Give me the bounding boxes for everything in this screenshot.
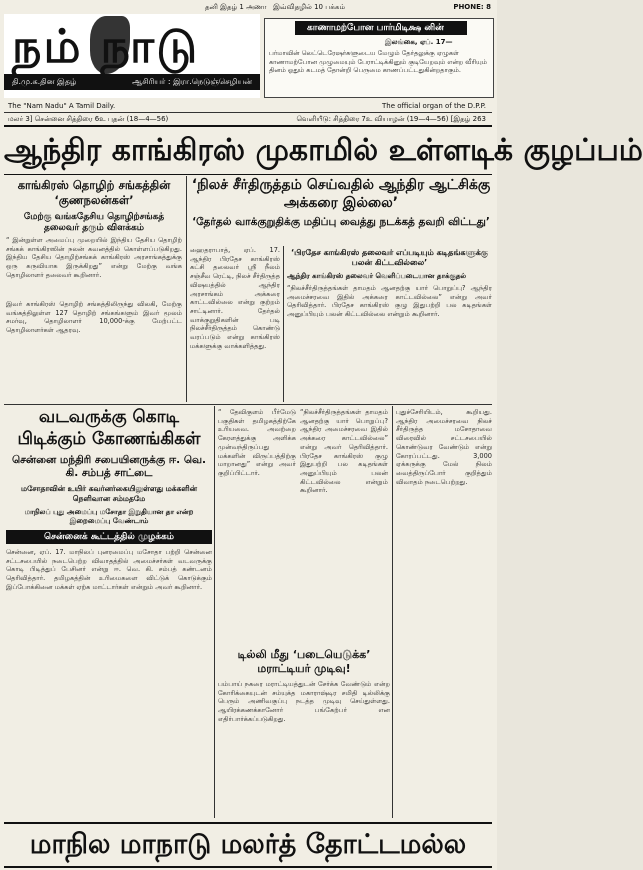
right-subhead: ‘தேர்தல் வாக்குறுதிக்கு மதிப்பு வைத்து நடக்கத் தவறி விட்டது’ (192, 216, 490, 228)
middle-col-b: “ தேவிகுளம் பீர்மேடு பகுதிகள் தமிழகத்திற்கே உரியவை. அவற்றை கேரளத்துக்கு அளிக்க முன்வந்திருப்பது மக்களின் விருப்பத்திற்கு மாறானது” என்று அவர் குறிப்பிட்டார். (218, 408, 296, 477)
missing-person-box (264, 18, 494, 98)
right-col-right: “நிலச்சீர்திருத்தங்கள் தாமதம் ஆனதற்கு யார் பொறுப்பு? ஆந்திர அமைச்சரவை இதில் அக்கரை காட்டவில்லை” என்று அவர் தெரிவித்தார். பிரதேச காங்கிரஸ் குழு இதுபற்றி பல கடிதங்கள் அனுப்பியும் பலன் கிட்டவில்லை என்றும் கூறினார். (287, 284, 492, 319)
left-body-1: “ இன்றுள்ள அமைப்பு முறையில் இந்திய தேசிய தொழிற் சங்கக் காங்கிரஸின் நலன் கவனத்தில் கொள்ளப்படுகிறது. இந்திய தேசிய தொழிற்சங்கக் காங்கிரஸ் அரசாங்கத்துக்கு ஒரு கருவியாக இருக்கிறது” என்று மேற்கு வங்க தொழிலாளர் தலைவர் கூறினார். (6, 236, 182, 279)
middle-headline: வடவருக்கு கொடி பிடிக்கும் கோணங்கிகள் (17, 407, 201, 449)
left-subhead: மேற்கு வங்கதேசிய தொழிற்சங்கத் தலைவர் தரும் விளக்கம் (23, 212, 165, 233)
lower-right-headline: டில்லி மீது ‘படையெடுக்க’ மராட்டியர் முடிவு! (237, 648, 371, 675)
section-rule (4, 404, 492, 405)
left-body-2: இவர் காங்கிரஸ் தொழிற் சங்கத்திலிருந்து விலகி, மேற்கு வங்கத்திலுள்ள 127 தொழிற் சங்கங்களும் இவர் மூலம் சமர்வு, தொழிலாளர் 10,000-க்கு மேற்பட்ட தொழிலாளர்கள் ஆதரவு. (6, 300, 182, 335)
official-organ: The official organ of the D.P.P. (382, 102, 486, 110)
bottom-banner-headline: மாநில மாநாடு மலர்த் தோட்டமல்ல (4, 822, 492, 868)
left-headline: காங்கிரஸ் தொழிற் சங்கத்தின் ‘குணநலன்கள்’ (17, 178, 171, 207)
masthead-title: நம் நாடு (12, 19, 200, 73)
right-continuation: “நிலச்சீர்திருத்தங்கள் தாமதம் ஆனதற்கு யார் பொறுப்பு? ஆந்திர அமைச்சரவை இதில் அக்கரை காட்டவில்லை” என்று அவர் தெரிவித்தார். பிரதேச காங்கிரஸ் குழு இதுபற்றி பல கடிதங்கள் அனுப்பியும் பலன் கிட்டவில்லை என்றும் கூறினார். (300, 408, 388, 495)
pages-label: இவ்விதழில் 10 பக்கம் (273, 3, 345, 11)
date-left: சென்னை சித்திரை 6உ புதன் (18—4—56) (34, 115, 169, 123)
subline (4, 100, 492, 113)
english-name: The "Nam Nadu" A Tamil Daily. (8, 102, 116, 110)
masthead (4, 14, 260, 98)
column-rule (283, 246, 284, 402)
right-headline: ‘நிலச் சீர்திருத்தம் செய்வதில் ஆந்திர ஆட்சிக்கு அக்கரை இல்லை’ (191, 177, 491, 211)
sidebox-heading: காணாமற்போன பார்மிடிக்ஷ னின் (295, 21, 467, 35)
volume-label: மலர் 3] (8, 115, 33, 123)
lower-right-body: பம்பாய் நகரை மராட்டியத்துடன் சேர்க்க வேண்டும் என்ற கோரிக்கையுடன் சம்யுக்த மகாராஷ்டிர சமிதி டில்லிக்கு பெரும் அணிவகுப்பு நடத்த முடிவு செய்துள்ளது. ஆயிரக்கணக்கானோர் பங்கேற்பர் என எதிர்பார்க்கப்படுகிறது. (218, 680, 390, 723)
right-col-mid: ஹைதராபாத், ஏப். 17. ஆந்திர பிரதேச காங்கிரஸ் கட்சி தலைவர் ஸ்ரீ நீலம் சஞ்சீவ ரெட்டி, நிலச் சீர்திருத்த விஷயத்தில் ஆந்திர அரசாங்கம் அக்கரை காட்டவில்லை என்று குற்றம் சாட்டினார். தேர்தல் வாக்குறுதிகளின் படி நிலச்சீர்திருத்தம் கொண்டு வரப்படும் என்று காங்கிரஸ் மக்களுக்கு வாக்களித்தது. (190, 246, 280, 350)
main-banner-headline: ஆந்திர காங்கிரஸ் முகாமில் உள்ளடிக் குழப்பம் (4, 128, 492, 175)
column-rule (214, 406, 215, 818)
date-right: வெளியீடு: சித்திரை 7உ வியாழன் (19—4—56) [இதழ் 263 (296, 115, 486, 123)
column-rule (186, 176, 187, 402)
right-quote: ‘பிரதேச காங்கிரஸ் தலைவர் எப்படியும் கடிதங்களுக்கு பலன் கிட்டவில்லை’ (291, 248, 488, 267)
middle-note: மாநிலப் புது அமைப்பு மசோதா இறுதியான தா என்ற இறைமைப்பு வேண்டாம் (24, 508, 194, 525)
price-label: தனி இதழ் 1 அணா (205, 3, 267, 11)
middle-section-label: சென்னைக் கூட்டத்தில் முழக்கம் (6, 530, 212, 544)
column-rule (392, 406, 393, 818)
middle-body: சென்னை, ஏப். 17. மாநிலப் புனரமைப்பு மசோதா பற்றி சென்னை சட்டசபையில் நடைபெற்ற விவாதத்தில் அமைச்சர்கள் வடவருக்கு கொடி பிடித்துப் பேசினர் என்று ஈ. வெ. கி. சம்பத் கண்டனம் தெரிவித்தார். தமிழகத்தின் உரிமைகளை விட்டுக் கொடுக்கும் இப்போக்கினை மக்கள் ஏற்க மாட்டார்கள் என்றும் அவர் கூறினார். (6, 548, 212, 591)
dateline (4, 113, 492, 127)
lower-right-side: புதுச்சேரியிடம், கூறியது. ஆந்திர அமைச்சரவை நிலச் சீர்திருத்த மசோதாவை விரைவில் சட்டசபையில் கொண்டுவர வேண்டும் என்று கோரப்பட்டது. 3,000 ஏக்கருக்கு மேல் நிலம் வைத்திருப்போர் குறித்தும் விவாதம் நடைபெற்றது. (396, 408, 492, 486)
middle-subhead: சென்னை மந்திரி சபையினருக்கு ஈ. வெ. கி. சம்பத் சாட்டை (11, 454, 207, 479)
middle-deck: மசோதாவின் உயிர் கவர்னர்கையிலுள்ளது மக்களின் நெளிவான சம்மதமே (21, 484, 197, 503)
sidebox-dateline: இலங்கை, ஏப். 17— (385, 38, 453, 46)
phone-label: PHONE: 8 (453, 3, 491, 11)
masthead-bar (4, 74, 260, 90)
right-byline: ஆந்திர காங்கிரஸ் தலைவர் வெளிப்படையான தாக்குதல் (287, 272, 467, 280)
top-strip (0, 0, 497, 14)
masthead-editor: ஆசிரியர் : இரா.நெடுஞ்செழியன் (132, 77, 252, 86)
sidebox-text: பர்மாவின் லெட்டெரேஷர்களுடைய மேழும் தேர்தலுக்கு ஏழுகள் காணாமற்போன முழுமையும் பேராட்டிக்கினும் குடியேறவும் என்ற வீரியும் தினம் ஓதும் கடமத் தோன்றி பெருமை காணப்பட்டதுகின்றதாகும். (269, 49, 487, 74)
masthead-tagline: தி.மு.க.தின இதழ் (12, 77, 77, 86)
